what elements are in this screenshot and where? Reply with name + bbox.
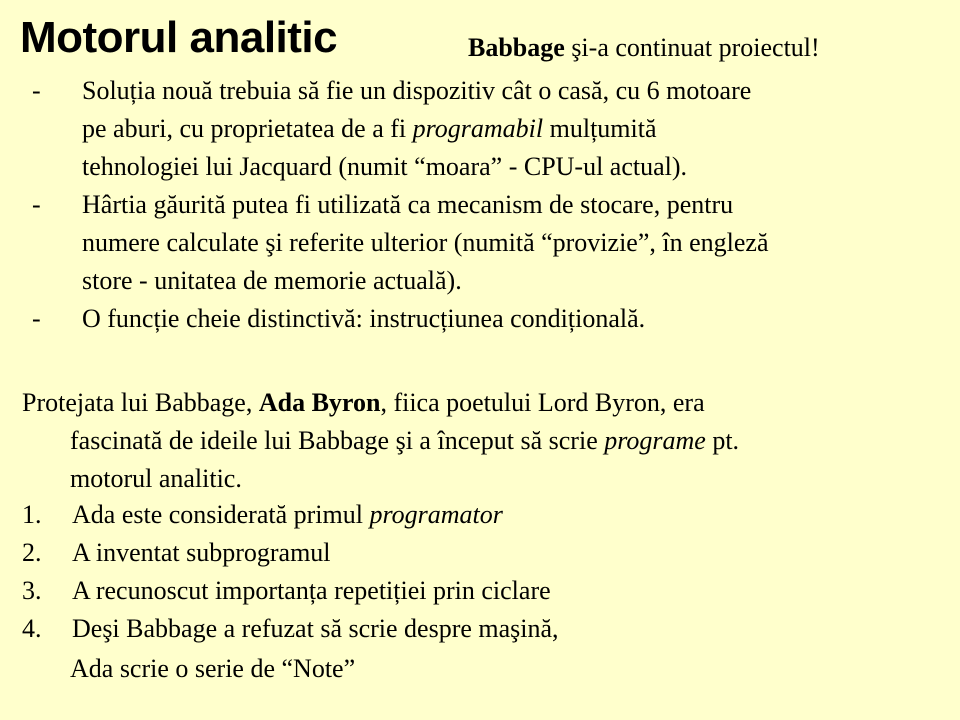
text-run: fascinată de ideile lui Babbage şi a început să scrie <box>70 426 605 455</box>
list-item <box>22 534 922 572</box>
bullet-marker: - <box>32 190 41 219</box>
bullet-item <box>30 186 930 300</box>
bullet-line: numere calculate şi referite ulterior (numită “provizie”, în engleză <box>82 228 769 257</box>
bullet-text <box>82 300 645 338</box>
emphasis: programabil <box>412 114 544 143</box>
bullet-list <box>30 72 930 338</box>
bullet-line: O funcție cheie distinctivă: instrucțiunea condițională. <box>82 304 646 333</box>
subtitle-rest: şi-a continuat proiectul! <box>564 33 820 62</box>
list-number: 4. <box>22 614 42 643</box>
bullet-line: tehnologiei lui Jacquard (numit “moara” - CPU-ul actual). <box>82 152 688 181</box>
bullet-item <box>30 72 930 186</box>
text-run: pt. <box>705 426 740 455</box>
bullet-line <box>82 110 751 148</box>
slide-subtitle <box>468 32 820 64</box>
list-text: A recunoscut importanța repetiției prin ciclare <box>72 576 551 605</box>
list-item <box>22 572 922 610</box>
bullet-line: Soluția nouă trebuia să fie un dispozitiv cât o casă, cu 6 motoare <box>82 76 752 105</box>
list-text: Deşi Babbage a refuzat să scrie despre maşină, <box>72 614 559 643</box>
bold-name: Ada Byron <box>258 388 381 417</box>
numbered-list <box>22 496 922 648</box>
bullet-line: Hârtia găurită putea fi utilizată ca mecanism de stocare, pentru <box>82 190 734 219</box>
text-run: pe aburi, cu proprietatea de a fi <box>82 114 413 143</box>
list-text <box>72 496 503 534</box>
intro-line <box>22 422 942 460</box>
text-run: Ada este considerată primul <box>72 500 370 529</box>
bullet-item <box>30 300 930 338</box>
list-number: 1. <box>22 500 42 529</box>
emphasis: programator <box>369 500 503 529</box>
bullet-line: store - unitatea de memorie actuală). <box>82 266 462 295</box>
intro-line: motorul analitic. <box>70 464 242 493</box>
list-item <box>22 496 922 534</box>
bullet-text <box>82 186 769 300</box>
emphasis: programe <box>604 426 706 455</box>
slide-title: Motorul analitic <box>20 13 338 62</box>
bullet-marker: - <box>32 304 41 333</box>
list-item <box>22 610 922 648</box>
text-run: mulțumită <box>543 114 657 143</box>
closing-line: Ada scrie o serie de “Note” <box>70 654 356 683</box>
bullet-text <box>82 72 751 186</box>
subtitle-bold: Babbage <box>468 33 565 62</box>
intro-paragraph <box>22 384 942 498</box>
list-text: A inventat subprogramul <box>72 538 331 567</box>
intro-line <box>22 384 942 422</box>
list-number: 2. <box>22 538 42 567</box>
text-run: , fiica poetului Lord Byron, era <box>380 388 705 417</box>
list-number: 3. <box>22 576 42 605</box>
text-run: Protejata lui Babbage, <box>22 388 259 417</box>
bullet-marker: - <box>32 76 41 105</box>
